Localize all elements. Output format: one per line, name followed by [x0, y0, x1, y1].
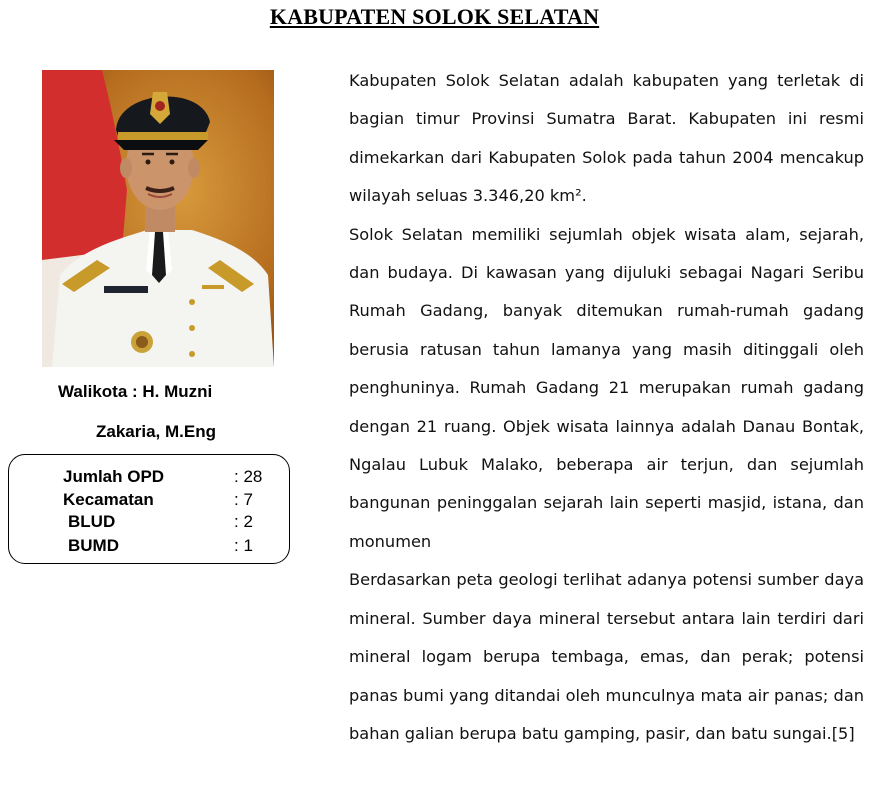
official-portrait	[42, 70, 274, 367]
stats-box	[8, 454, 290, 564]
stat-value-kecamatan: : 7	[234, 490, 253, 509]
stat-label-blud: BLUD	[68, 512, 116, 531]
stat-value-bumd: : 1	[234, 536, 253, 555]
name-tag	[104, 286, 148, 293]
paragraph-tourism: Solok Selatan memiliki sejumlah objek wisata alam, sejarah, dan budaya. Di kawasan yang dijuluki sebagai Nagari Seribu Rumah Gadang, banyak ditemukan rumah-rumah gadang berusia ratusan tahun lamanya yang masih ditinggali oleh penghuninya. Rumah Gadang 21 merupakan rumah gadang dengan 21 ruang. Objek wisata lainnya adalah Danau Bontak, Ngalau Lubuk Malako, beberapa air terjun, dan sejumlah bangunan peninggalan sejarah lain seperti masjid, istana, dan monumen	[349, 224, 864, 551]
caption-line-2: Zakaria, M.Eng	[96, 422, 216, 441]
stat-value-opd: : 28	[234, 467, 263, 486]
stat-value-blud: : 2	[234, 512, 253, 531]
stat-label-kecamatan: Kecamatan	[63, 490, 154, 509]
paragraph-geology: Berdasarkan peta geologi terlihat adanya potensi sumber daya mineral. Sumber daya mineral tersebut antara lain terdiri dari mineral logam berupa tembaga, emas, dan perak; potensi panas bumi yang ditandai oleh munculnya mata air panas; dan bahan galian berupa batu gamping, pasir, dan batu sungai.[5]	[349, 570, 864, 743]
page-title: KABUPATEN SOLOK SELATAN	[269, 4, 600, 29]
stat-label-opd: Jumlah OPD	[63, 467, 165, 486]
paragraph-overview: Kabupaten Solok Selatan adalah kabupaten yang terletak di bagian timur Provinsi Sumatra Barat. Kabupaten ini resmi dimekarkan dari Kabupaten Solok pada tahun 2004 mencakup wilayah seluas 3.346,20 km².	[349, 71, 864, 206]
stat-label-bumd: BUMD	[68, 536, 119, 555]
caption-line-1: Walikota : H. Muzni	[58, 382, 213, 401]
article-body	[349, 62, 864, 753]
